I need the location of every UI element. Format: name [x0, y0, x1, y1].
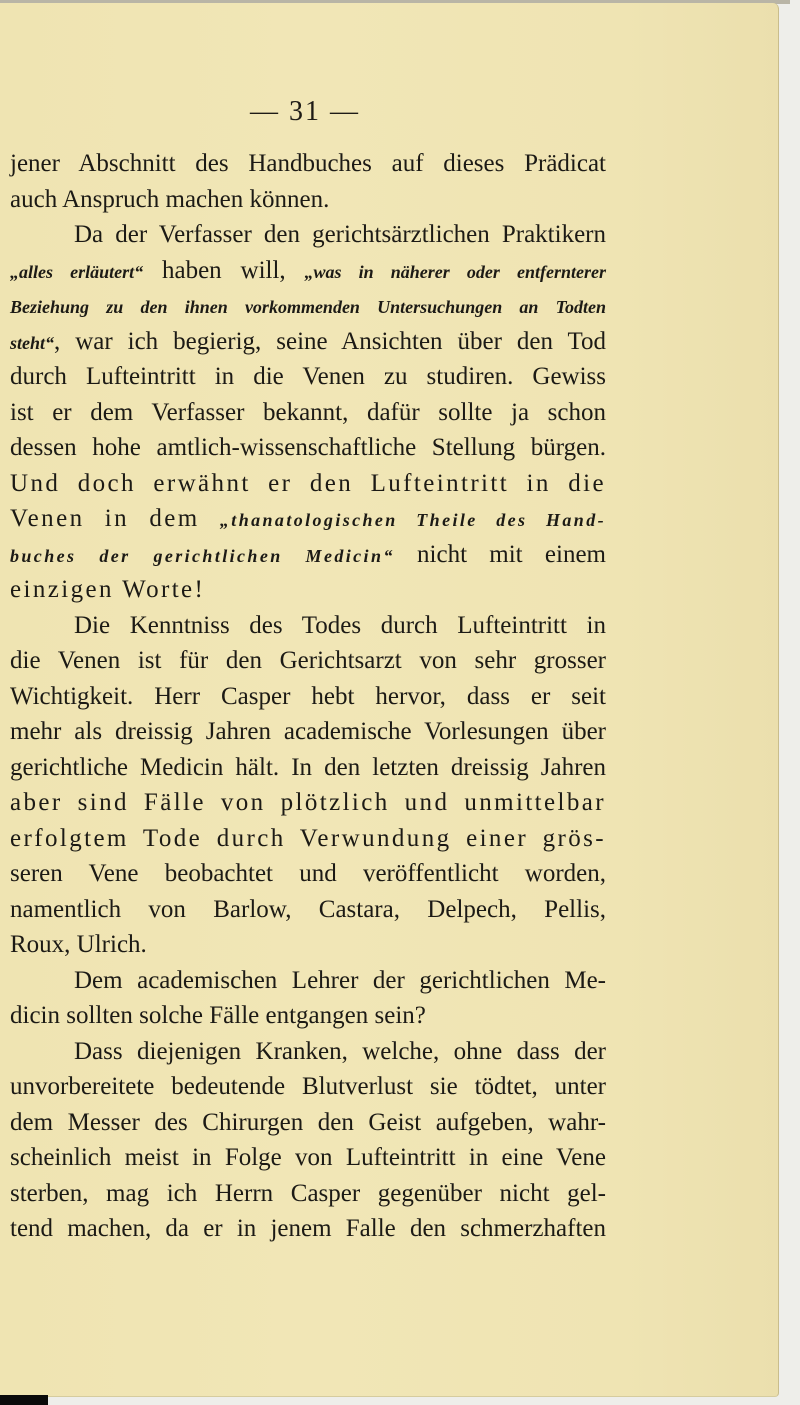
italic-quote: Beziehung zu den ihnen vorkommenden Untersuchungen an Todten	[10, 297, 606, 317]
text-line: einzigen Worte!	[10, 576, 206, 603]
text-line	[10, 288, 606, 324]
text-line: tend machen, da er in jenem Falle den schmerzhaften	[10, 1215, 606, 1242]
text-line: erfolgtem Tode durch Verwundung einer grös-	[10, 824, 606, 852]
text-line: seren Vene beobachtet und veröffentlicht worden,	[10, 860, 606, 887]
text-line: unvorbereitete bedeutende Blutverlust sie tödtet, unter	[10, 1073, 606, 1100]
text-line: durch Lufteintritt in die Venen zu studiren. Gewiss	[10, 363, 606, 390]
text-line: steht“, war ich begierig, seine Ansichten über den Tod	[10, 327, 606, 355]
text-line: Roux, Ulrich.	[10, 931, 147, 958]
text-line: namentlich von Barlow, Castara, Delpech, Pellis,	[10, 895, 606, 923]
text-line: Und doch erwähnt er den Lufteintritt in die	[10, 469, 606, 497]
page-number: — 31 —	[250, 96, 360, 127]
paragraph-start-line: Dem academischen Lehrer der gerichtlichen Me-	[74, 966, 606, 994]
text-line: die Venen ist für den Gerichtsarzt von sehr grosser	[10, 647, 606, 674]
italic-quote: steht“	[10, 332, 55, 353]
text-line: dicin sollten solche Fälle entgangen sein?	[10, 1002, 426, 1029]
text-line: aber sind Fälle von plötzlich und unmittelbar	[10, 789, 606, 816]
text-line: dessen hohe amtlich-wissenschaftliche Stellung bürgen.	[10, 434, 606, 461]
text-line: Wichtigkeit. Herr Casper hebt hervor, dass er seit	[10, 682, 606, 710]
text-line: Venen in dem „thanatologischen Theile des Hand-	[10, 505, 606, 532]
italic-quote: buches der gerichtlichen Medicin“	[10, 545, 395, 566]
italic-quote: „alles erläutert“	[10, 261, 144, 282]
text-line: auch Anspruch machen können.	[10, 185, 330, 213]
paragraph-start-line: Die Kenntniss des Todes durch Lufteintritt in	[74, 611, 606, 639]
paragraph-start-line: Dass diejenigen Kranken, welche, ohne dass der	[74, 1037, 606, 1065]
text-line: ist er dem Verfasser bekannt, dafür sollte ja schon	[10, 398, 606, 426]
italic-quote: „thanatologischen Theile des Hand-	[219, 510, 606, 530]
body-text	[10, 146, 606, 1247]
text-line: mehr als dreissig Jahren academische Vorlesungen über	[10, 718, 606, 745]
paragraph-start-line: Da der Verfasser den gerichtsärztlichen Praktikern	[74, 221, 606, 248]
text-line: gerichtliche Medicin hält. In den letzten dreissig Jahren	[10, 753, 606, 781]
text-line: jener Abschnitt des Handbuches auf dieses Prädicat	[10, 150, 606, 177]
text-line: „alles erläutert“ haben will, „was in näherer oder entfernterer	[10, 256, 606, 284]
scan-binding-marker	[0, 1395, 48, 1405]
text-line: buches der gerichtlichen Medicin“ nicht mit einem	[10, 540, 606, 568]
book-page	[0, 3, 779, 1397]
text-line: sterben, mag ich Herrn Casper gegenüber nicht gel-	[10, 1179, 606, 1207]
italic-quote: „was in näherer oder entfernterer	[304, 261, 606, 282]
text-line: dem Messer des Chirurgen den Geist aufgeben, wahr-	[10, 1108, 606, 1136]
text-line: scheinlich meist in Folge von Lufteintritt in eine Vene	[10, 1144, 606, 1171]
